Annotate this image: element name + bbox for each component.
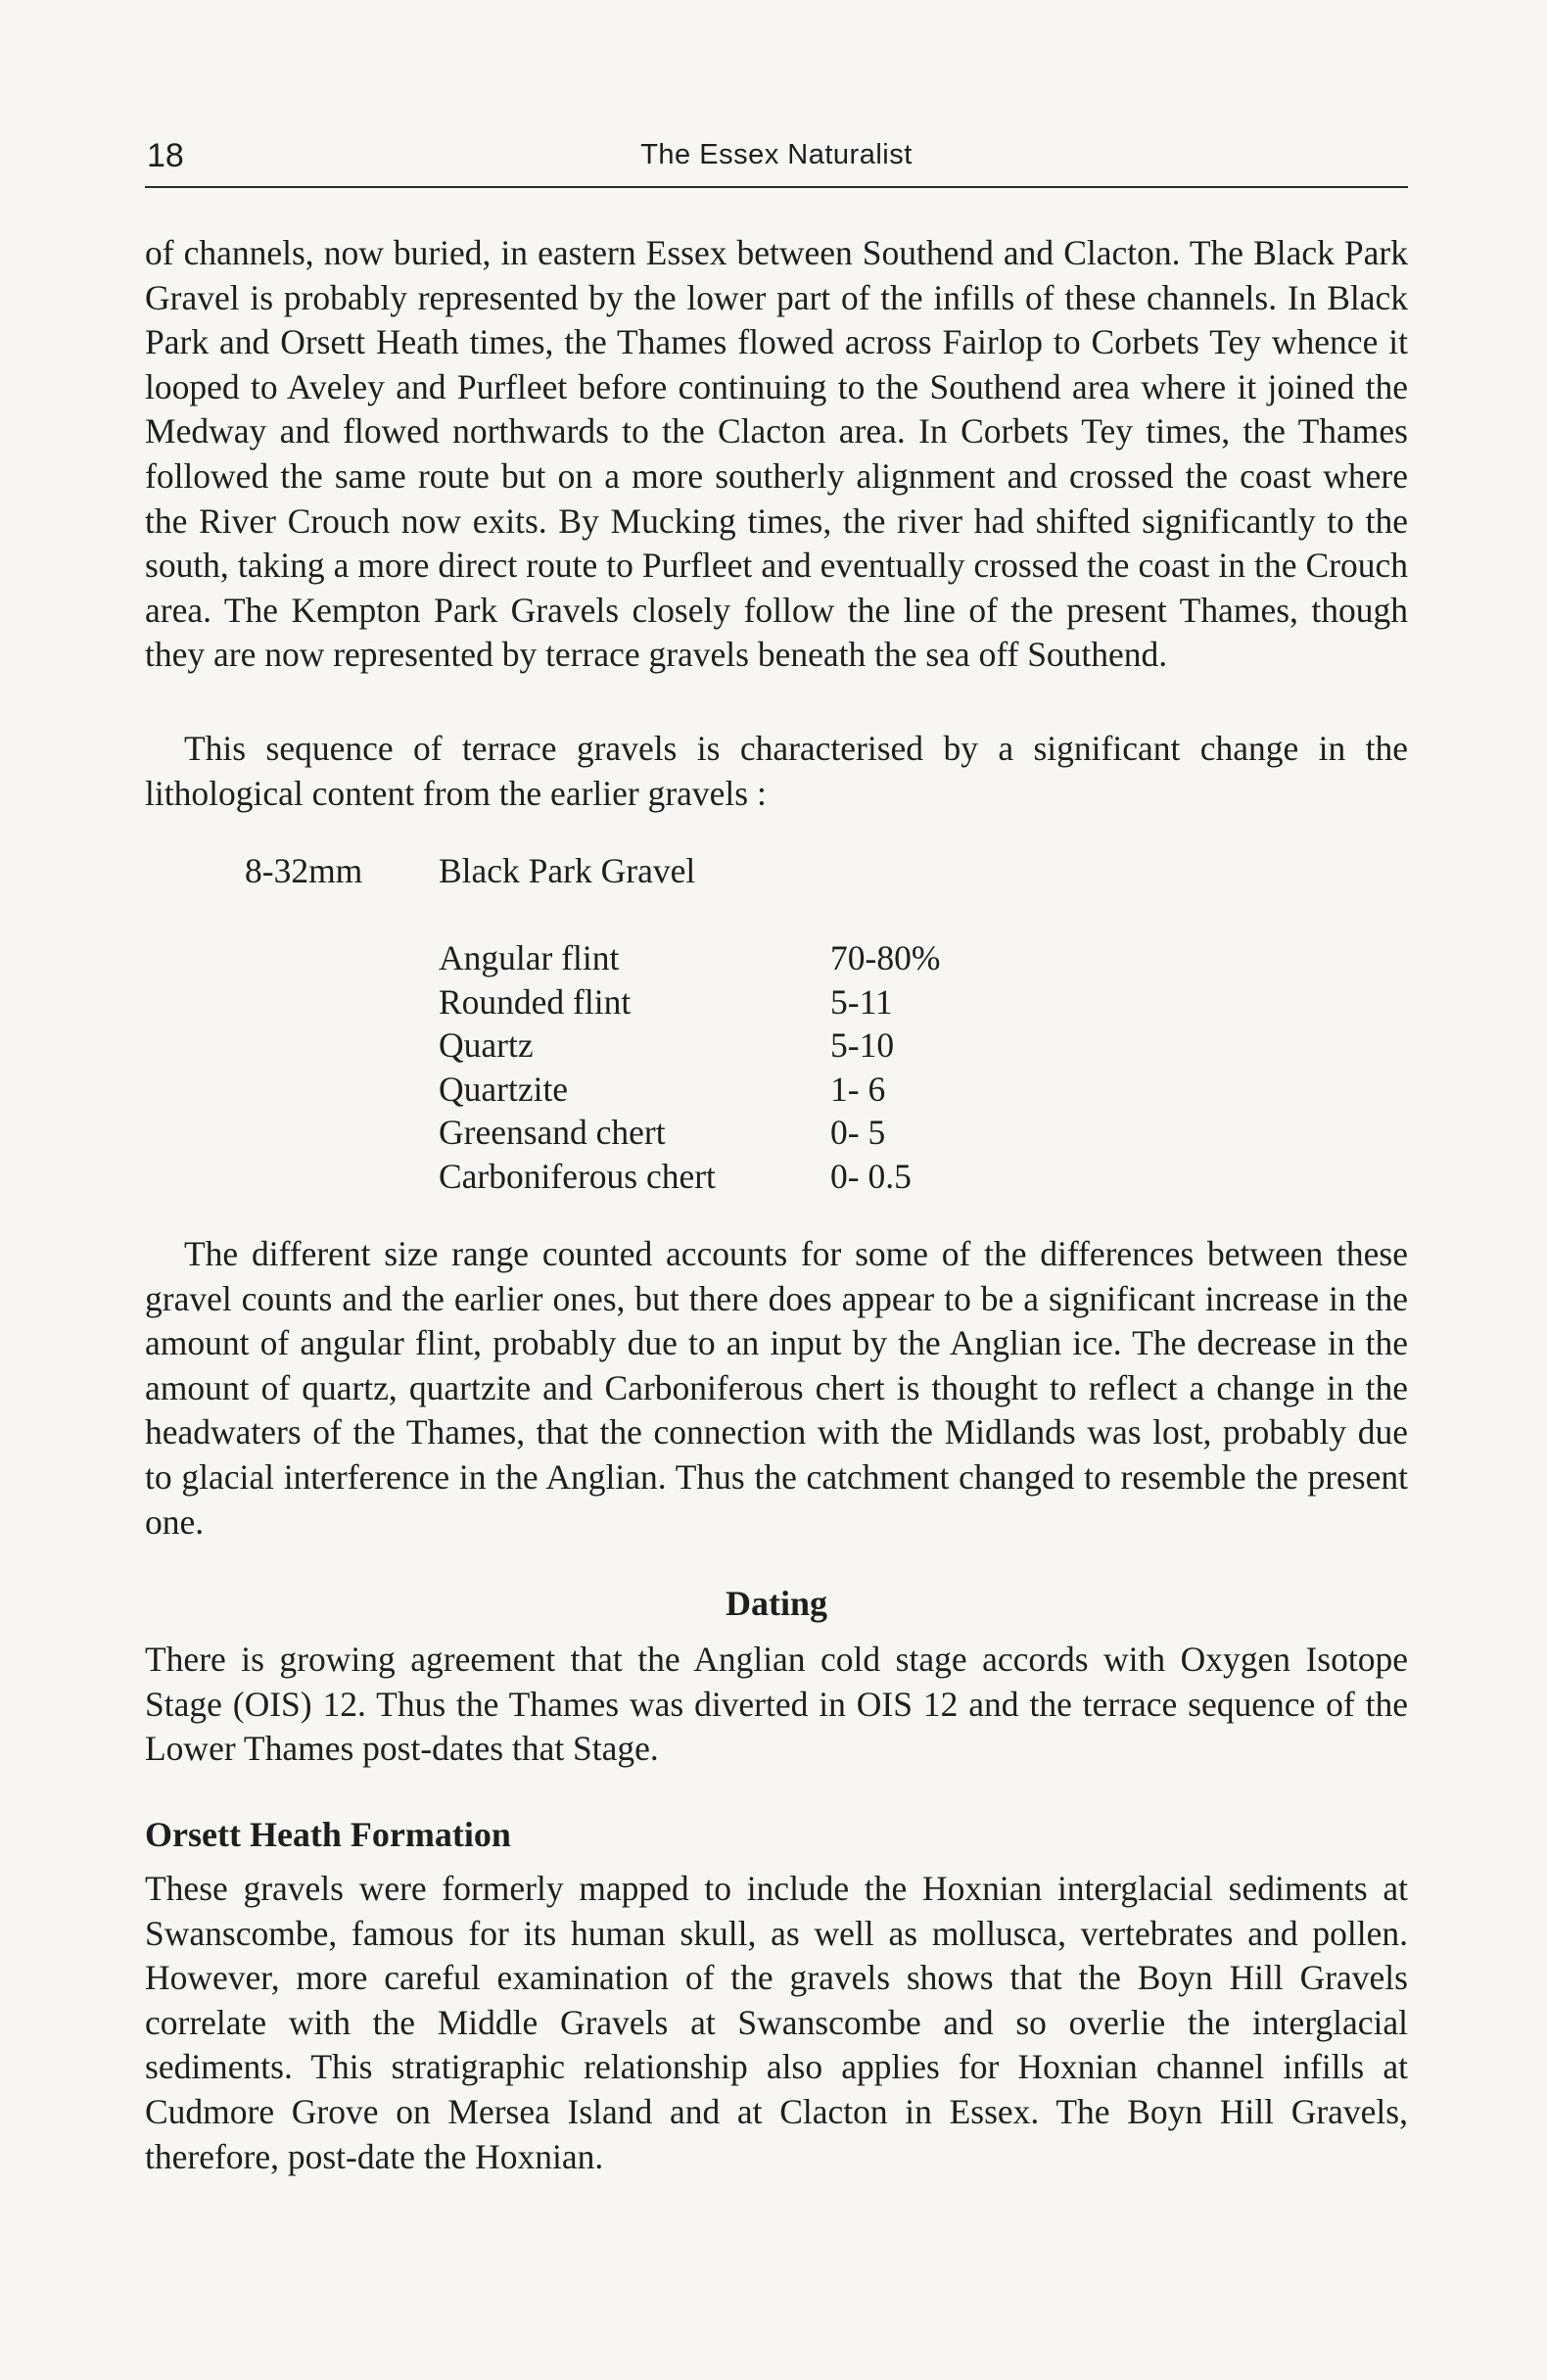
paragraph-text: This sequence of terrace gravels is characterised by a significant change in the lithological content from the earlier gravels :: [145, 729, 1408, 813]
orsett-heath-heading: Orsett Heath Formation: [145, 1815, 511, 1854]
lithology-value: 0- 0.5: [830, 1156, 912, 1196]
lithology-name: Quartz: [439, 1025, 534, 1065]
table-row: [439, 1068, 1026, 1112]
gravel-table-title: Black Park Gravel: [439, 851, 696, 890]
lithology-name: Angular flint: [439, 938, 620, 977]
lithology-name: Carboniferous chert: [439, 1156, 716, 1196]
lithology-value: 0- 5: [830, 1113, 886, 1152]
paragraph-dating: [145, 1638, 1408, 1772]
paragraph-channels: [145, 231, 1408, 678]
table-row: [439, 1023, 1026, 1068]
paragraph-orsett-heath: [145, 1867, 1408, 2179]
running-title: The Essex Naturalist: [640, 139, 913, 170]
lithology-name: Quartzite: [439, 1069, 569, 1109]
paragraph-text: The different size range counted accounts for some of the differences between these gravel counts and the earlier ones, but there does appear to be a significant increase in the amount of angular flint, probably due to an input by the Anglian ice. The decrease in the amount of quartz, quartzite and Carboniferous chert is thought to reflect a change in the headwaters of the Thames, that the connection with the Midlands was lost, probably due to glacial interference in the Anglian. Thus the catchment changed to resemble the present one.: [145, 1234, 1408, 1542]
gravel-composition-table: [439, 936, 1026, 1198]
paragraph-sequence: [145, 727, 1408, 816]
paragraph-text: There is growing agreement that the Anglian cold stage accords with Oxygen Isotope Stage (OIS) 12. Thus the Thames was diverted in OIS 12 and the terrace sequence of the Lower Thames post-dates that Stage.: [145, 1640, 1408, 1769]
lithology-value: 5-11: [830, 981, 893, 1022]
dating-heading: Dating: [725, 1584, 827, 1623]
lithology-name: Rounded flint: [439, 981, 632, 1022]
table-row: [439, 980, 1026, 1024]
paragraph-size-range: [145, 1232, 1408, 1545]
paragraph-text: These gravels were formerly mapped to include the Hoxnian interglacial sediments at Swanscombe, famous for its human skull, as well as mollusca, vertebrates and pollen. However, more careful examination of the gravels shows that the Boyn Hill Gravels correlate with the Middle Gravels at Swanscombe and so overlie the interglacial sediments. This stratigraphic relationship also applies for Hoxnian channel infills at Cudmore Grove on Mersea Island and at Clacton in Essex. The Boyn Hill Gravels, therefore, post-date the Hoxnian.: [145, 1869, 1408, 2176]
table-row: [439, 1111, 1026, 1155]
table-row: [439, 1155, 1026, 1199]
page-header: [145, 135, 1408, 188]
size-range-label: 8-32mm: [245, 851, 363, 890]
page-number: 18: [147, 137, 184, 174]
lithology-value: 1- 6: [830, 1069, 886, 1109]
lithology-value: 5-10: [830, 1025, 895, 1065]
lithology-name: Greensand chert: [439, 1113, 666, 1152]
lithology-value: 70-80%: [830, 938, 941, 977]
paragraph-text: of channels, now buried, in eastern Essex between Southend and Clacton. The Black Park Gravel is probably represented by the lower part of the infills of these channels. In Black Park and Orsett Heath times, the Thames flowed across Fairlop to Corbets Tey whence it looped to Aveley and Purfleet before continuing to the Southend area where it joined the Medway and flowed northwards to the Clacton area. In Corbets Tey times, the Thames followed the same route but on a more southerly alignment and crossed the coast where the River Crouch now exits. By Mucking times, the river had shifted significantly to the south, taking a more direct route to Purfleet and eventually crossed the coast in the Crouch area. The Kempton Park Gravels closely follow the line of the present Thames, though they are now represented by terrace gravels beneath the sea off Southend.: [145, 233, 1408, 675]
table-row: [439, 936, 1026, 980]
